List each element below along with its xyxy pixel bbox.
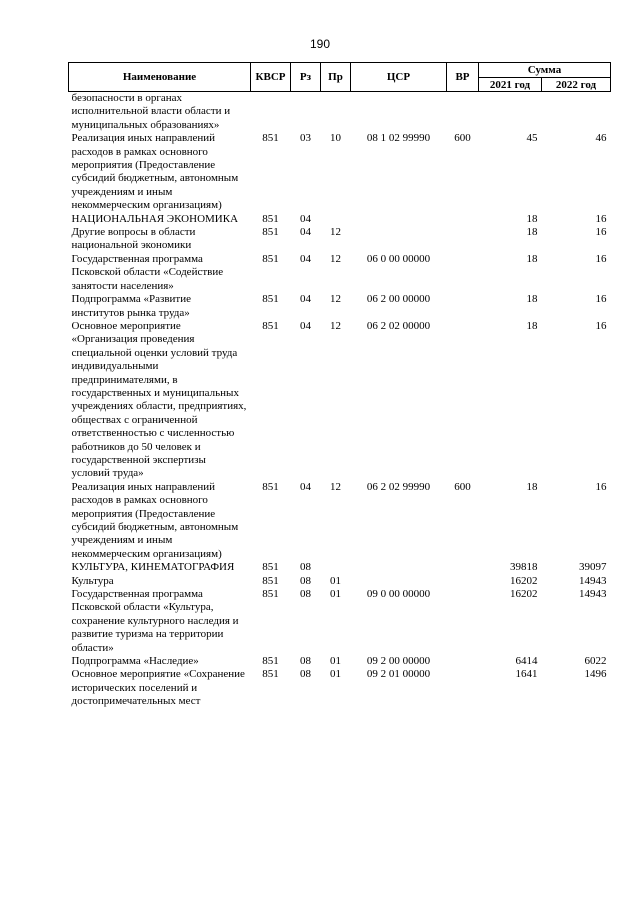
cell-rz: 04	[300, 226, 311, 239]
cell-csr: 09 2 01 00000	[366, 668, 431, 681]
header-vr: ВР	[447, 63, 479, 92]
cell-vr	[447, 561, 479, 574]
cell-rz: 04	[300, 293, 311, 306]
cell-sum-2021: 16202	[510, 574, 538, 587]
cell-sum-2021: 1641	[515, 668, 538, 681]
cell-sum-2021: 18	[526, 226, 538, 239]
cell-name: Реализация иных направлений расходов в рамках основного мероприятия (Предоставление субсидий бюджетным, автономным учреждениям и иным некоммерческим организациям)	[71, 480, 239, 560]
cell-sum-2022: 16	[595, 212, 607, 225]
table-row	[69, 561, 611, 574]
cell-kvsr: 851	[262, 293, 279, 306]
cell-vr	[447, 588, 479, 655]
table-row	[69, 320, 611, 481]
header-sum: Сумма	[479, 63, 611, 78]
cell-sum-2021	[479, 92, 542, 133]
table-row	[69, 92, 611, 133]
cell-pr: 01	[330, 668, 341, 681]
cell-sum-2021: 18	[526, 212, 538, 225]
cell-csr: 06 2 02 00000	[366, 319, 431, 332]
cell-kvsr: 851	[262, 212, 279, 225]
cell-rz: 04	[300, 480, 311, 493]
cell-vr	[447, 575, 479, 588]
header-year-2021: 2021 год	[479, 78, 542, 92]
cell-sum-2022: 14943	[579, 574, 607, 587]
cell-sum-2022: 16	[595, 226, 607, 239]
cell-sum-2022: 39097	[579, 561, 607, 574]
cell-pr: 01	[330, 574, 341, 587]
cell-name: безопасности в органах исполнительной власти области и муниципальных образованиях»	[71, 92, 231, 131]
cell-rz: 08	[300, 655, 311, 668]
cell-csr	[351, 226, 447, 253]
cell-pr: 12	[330, 480, 341, 493]
cell-name: Подпрограмма «Развитие институтов рынка труда»	[71, 293, 191, 319]
header-kvsr: КВСР	[251, 63, 291, 92]
cell-rz: 04	[300, 252, 311, 265]
cell-rz: 08	[300, 561, 311, 574]
cell-name: Государственная программа Псковской области «Культура, сохранение культурного наследия и развитие туризма на территории области»	[71, 588, 239, 654]
cell-name: Другие вопросы в области национальной экономики	[71, 226, 196, 252]
cell-csr	[351, 561, 447, 574]
cell-pr: 12	[330, 226, 341, 239]
cell-sum-2021: 18	[526, 252, 538, 265]
header-pr: Пр	[321, 63, 351, 92]
table-row	[69, 213, 611, 226]
cell-sum-2021: 45	[526, 132, 538, 145]
cell-sum-2022: 16	[595, 480, 607, 493]
cell-vr	[447, 253, 479, 293]
cell-csr: 06 0 00 00000	[366, 252, 431, 265]
cell-sum-2021: 18	[526, 293, 538, 306]
cell-name: Основное мероприятие «Организация проведения специальной оценки условий труда индивидуальными предпринимателями, в государственных и муниципальных учреждениях области, предприятиях, обществах с ограниченной ответственностью с численностью работников до 50 человек и государственной экспертизы условий труда»	[71, 319, 247, 480]
budget-table	[68, 62, 611, 709]
cell-vr	[447, 655, 479, 668]
cell-sum-2021: 18	[526, 480, 538, 493]
cell-sum-2022: 16	[595, 319, 607, 332]
table-row	[69, 226, 611, 253]
cell-csr: 06 2 02 99990	[366, 480, 431, 493]
cell-pr: 01	[330, 588, 341, 601]
cell-kvsr: 851	[262, 252, 279, 265]
table-body	[69, 92, 611, 709]
cell-vr	[447, 668, 479, 708]
cell-name: НАЦИОНАЛЬНАЯ ЭКОНОМИКА	[71, 212, 239, 225]
cell-csr: 09 2 00 00000	[366, 655, 431, 668]
cell-pr: 12	[330, 319, 341, 332]
page-number: 190	[309, 37, 331, 51]
cell-sum-2021: 39818	[510, 561, 538, 574]
cell-vr: 600	[454, 132, 471, 145]
cell-sum-2021: 18	[526, 319, 538, 332]
cell-sum-2022	[542, 92, 611, 133]
cell-rz: 03	[300, 132, 311, 145]
cell-rz: 04	[300, 212, 311, 225]
cell-vr	[447, 293, 479, 320]
cell-pr: 12	[330, 252, 341, 265]
cell-kvsr: 851	[262, 668, 279, 681]
cell-kvsr: 851	[262, 561, 279, 574]
cell-kvsr: 851	[262, 132, 279, 145]
header-csr: ЦСР	[351, 63, 447, 92]
table-header	[69, 63, 611, 92]
cell-name: Основное мероприятие «Сохранение исторических поселений и достопримечательных мест	[71, 668, 245, 708]
cell-kvsr: 851	[262, 480, 279, 493]
cell-kvsr: 851	[262, 574, 279, 587]
cell-csr	[351, 92, 447, 133]
cell-sum-2021: 6414	[515, 655, 538, 668]
table-row	[69, 293, 611, 320]
cell-vr	[447, 226, 479, 253]
cell-sum-2022: 14943	[579, 588, 607, 601]
table-row	[69, 481, 611, 561]
header-rz: Рз	[291, 63, 321, 92]
table-row	[69, 253, 611, 293]
cell-vr: 600	[454, 480, 471, 493]
header-year-2022: 2022 год	[542, 78, 611, 92]
cell-sum-2022: 16	[595, 293, 607, 306]
cell-name: Подпрограмма «Наследие»	[71, 655, 199, 668]
cell-kvsr: 851	[262, 655, 279, 668]
header-name: Наименование	[69, 63, 251, 92]
cell-vr	[447, 320, 479, 481]
cell-name: Государственная программа Псковской области «Содействие занятости населения»	[71, 252, 224, 292]
cell-kvsr: 851	[262, 319, 279, 332]
cell-rz: 08	[300, 588, 311, 601]
table-row	[69, 668, 611, 708]
cell-csr	[351, 213, 447, 226]
cell-pr: 01	[330, 655, 341, 668]
table-row	[69, 588, 611, 655]
cell-kvsr: 851	[262, 588, 279, 601]
cell-csr: 08 1 02 99990	[366, 132, 431, 145]
cell-rz: 08	[300, 668, 311, 681]
cell-name: Реализация иных направлений расходов в рамках основного мероприятия (Предоставление субсидий бюджетным, автономным учреждениям и иным некоммерческим организациям)	[71, 132, 239, 212]
cell-name: КУЛЬТУРА, КИНЕМАТОГРАФИЯ	[71, 561, 235, 574]
cell-sum-2022: 1496	[584, 668, 607, 681]
cell-rz: 08	[300, 574, 311, 587]
cell-csr: 06 2 00 00000	[366, 293, 431, 306]
cell-csr	[351, 575, 447, 588]
cell-sum-2021: 16202	[510, 588, 538, 601]
cell-name: Культура	[71, 574, 114, 587]
cell-rz: 04	[300, 319, 311, 332]
cell-kvsr	[251, 92, 291, 133]
cell-kvsr: 851	[262, 226, 279, 239]
cell-sum-2022: 16	[595, 252, 607, 265]
cell-pr: 12	[330, 293, 341, 306]
cell-sum-2022: 46	[595, 132, 607, 145]
cell-rz	[291, 92, 321, 133]
table-row	[69, 655, 611, 668]
cell-pr	[321, 92, 351, 133]
cell-csr: 09 0 00 00000	[366, 588, 431, 601]
cell-vr	[447, 213, 479, 226]
table-row	[69, 132, 611, 212]
cell-vr	[447, 92, 479, 133]
cell-sum-2022: 6022	[584, 655, 607, 668]
table-row	[69, 575, 611, 588]
cell-pr: 10	[330, 132, 341, 145]
cell-pr	[321, 213, 351, 226]
cell-pr	[321, 561, 351, 574]
